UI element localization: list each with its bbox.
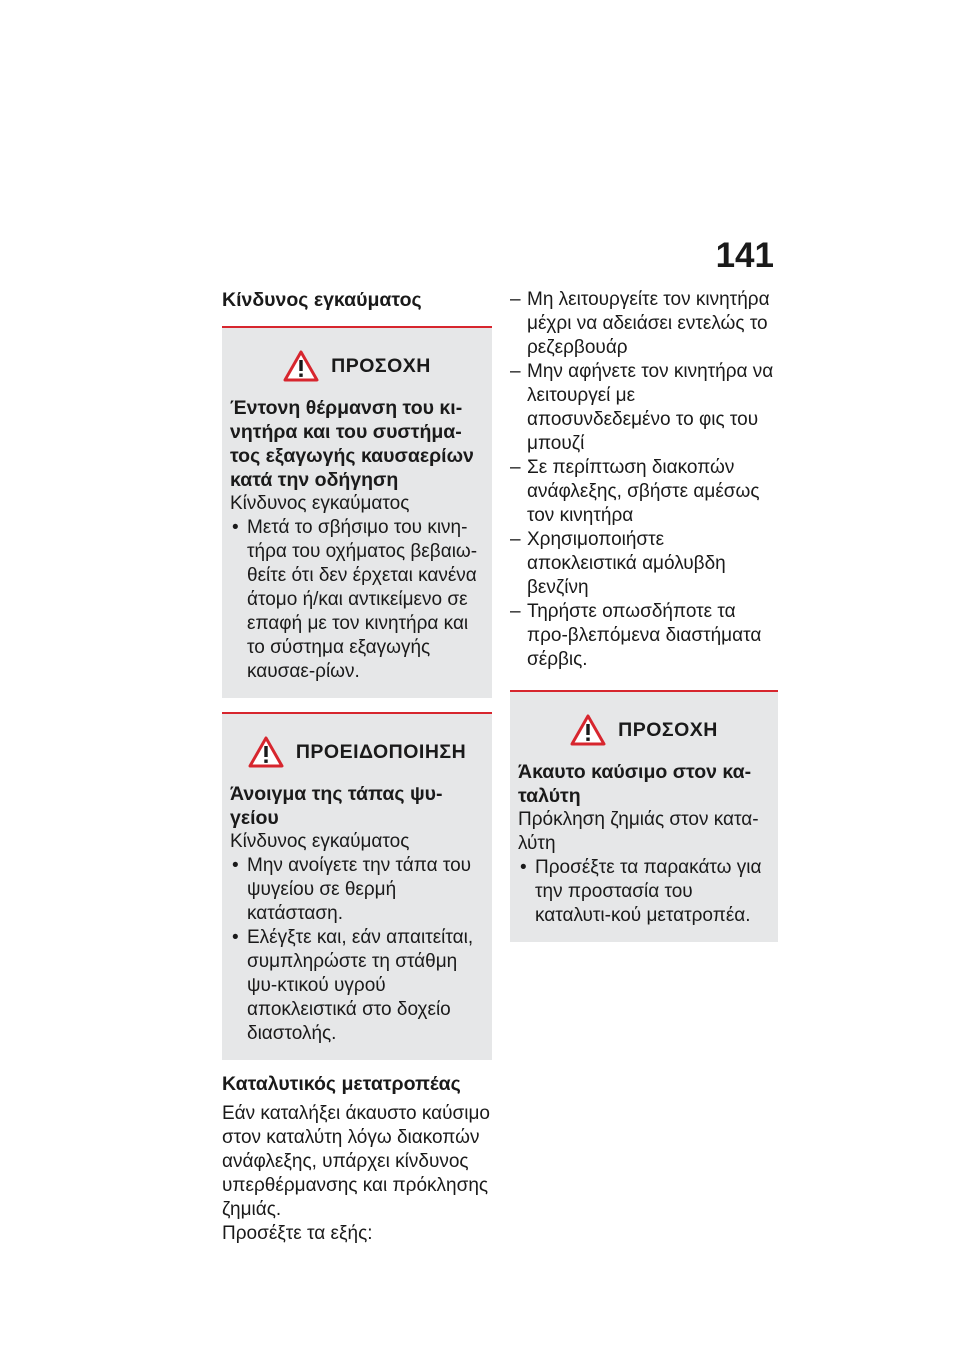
section-heading-burn-risk: Κίνδυνος εγκαύματος bbox=[222, 289, 422, 311]
bullet-list bbox=[518, 856, 770, 928]
warning-triangle-icon bbox=[283, 350, 319, 382]
list-item: • Προσέξτε τα παρακάτω για την προστασία του καταλυτι-κού μετατροπέα. bbox=[518, 856, 770, 928]
warning-triangle-icon bbox=[248, 736, 284, 768]
dash-list bbox=[510, 288, 778, 672]
list-item: – Μη λειτουργείτε τον κινητήρα μέχρι να αδειάσει εντελώς το ρεζερβουάρ bbox=[510, 288, 778, 360]
warning-box-engine-heat bbox=[222, 326, 492, 698]
right-column bbox=[510, 288, 778, 954]
warning-title: Έντονη θέρμανση του κι-νητήρα και του συστήμα-τος εξαγωγής καυσαερίων κατά την οδήγηση bbox=[230, 397, 474, 491]
section-heading-catalytic-converter: Καταλυτικός μετατροπέας bbox=[222, 1073, 461, 1095]
warning-box-unburnt-fuel bbox=[510, 690, 778, 942]
warning-label: ΠΡΟΣΟΧΗ bbox=[331, 354, 431, 377]
warning-title: Άκαυτο καύσιμο στον κα-ταλύτη bbox=[518, 761, 752, 807]
page-number: 141 bbox=[715, 236, 774, 275]
warning-header bbox=[518, 714, 770, 746]
warning-subtitle: Κίνδυνος εγκαύματος bbox=[230, 831, 410, 852]
bullet-list bbox=[230, 854, 484, 1046]
bullet-list bbox=[230, 516, 484, 684]
list-item: – Τηρήστε οπωσδήποτε τα προ-βλεπόμενα διαστήματα σέρβις. bbox=[510, 600, 778, 672]
list-item: – Μην αφήνετε τον κινητήρα να λειτουργεί με αποσυνδεδεμένο το φις του μπουζί bbox=[510, 360, 778, 456]
warning-header bbox=[230, 350, 484, 382]
list-item: • Μην ανοίγετε την τάπα του ψυγείου σε θερμή κατάσταση. bbox=[230, 854, 484, 926]
list-item: • Μετά το σβήσιμο του κινη-τήρα του οχήματος βεβαιω-θείτε ότι δεν έρχεται κανένα άτομο ή/και αντικείμενο σε επαφή με τον κινητήρα και το σύστημα εξαγωγής καυσαε-ρίων. bbox=[230, 516, 484, 684]
warning-triangle-icon bbox=[570, 714, 606, 746]
body-paragraph: Εάν καταλήξει άκαυστο καύσιμο στον καταλύτη λόγω διακοπών ανάφλεξης, υπάρχει κίνδυνος υπερθέρμανσης και πρόκλησης ζημιάς. bbox=[222, 1103, 490, 1220]
left-column bbox=[222, 288, 492, 1246]
warning-header bbox=[230, 736, 484, 768]
warning-box-radiator-cap bbox=[222, 712, 492, 1060]
list-item: • Ελέγξτε και, εάν απαιτείται, συμπληρώστε τη στάθμη ψυ-κτικού υγρού αποκλειστικά στο δοχείο διαστολής. bbox=[230, 926, 484, 1046]
body-note: Προσέξτε τα εξής: bbox=[222, 1223, 373, 1244]
warning-subtitle: Πρόκληση ζημιάς στον κατα-λύτη bbox=[518, 809, 759, 854]
warning-subtitle: Κίνδυνος εγκαύματος bbox=[230, 493, 410, 514]
warning-label: ΠΡΟΕΙΔΟΠΟΙΗΣΗ bbox=[295, 740, 467, 763]
list-item: – Χρησιμοποιήστε αποκλειστικά αμόλυβδη βενζίνη bbox=[510, 528, 778, 600]
warning-label: ΠΡΟΣΟΧΗ bbox=[618, 718, 718, 741]
list-item: – Σε περίπτωση διακοπών ανάφλεξης, σβήστε αμέσως τον κινητήρα bbox=[510, 456, 778, 528]
warning-title: Άνοιγμα της τάπας ψυ-γείου bbox=[230, 783, 443, 829]
